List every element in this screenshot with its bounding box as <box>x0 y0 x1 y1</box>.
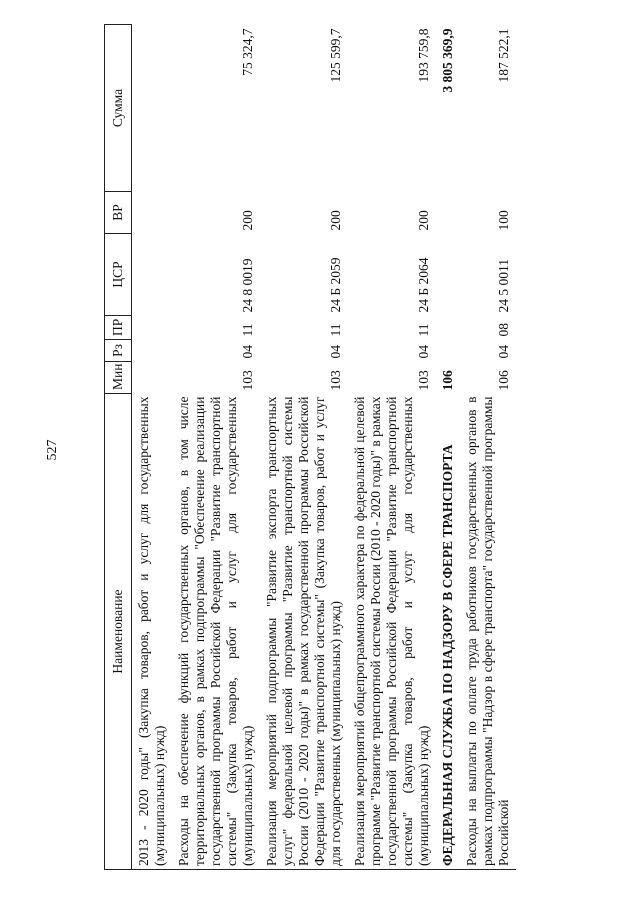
row-csr: 24 Б 2059 <box>328 257 343 313</box>
row-pr: 11 <box>240 323 255 337</box>
table-row <box>172 25 260 870</box>
row-pr: 08 <box>496 323 511 337</box>
row-csr <box>436 234 460 316</box>
row-sum: 187 522,1 <box>496 28 511 83</box>
row-rz: 04 <box>328 345 343 359</box>
row-min: 103 <box>240 370 255 391</box>
row-pr <box>132 316 173 340</box>
table-row-section <box>436 25 460 870</box>
table-row <box>460 25 516 870</box>
row-vr: 100 <box>496 210 511 231</box>
row-csr <box>132 234 173 316</box>
row-csr: 24 8 0019 <box>240 258 255 313</box>
table-row <box>132 25 173 870</box>
row-rz <box>436 340 460 362</box>
row-name: ФЕДЕРАЛЬНАЯ СЛУЖБА ПО НАДЗОРУ В СФЕРЕ ТРАНСПОРТА <box>436 394 460 870</box>
row-vr: 200 <box>240 210 255 231</box>
row-min <box>132 362 173 394</box>
header-csr: ЦСР <box>105 234 132 316</box>
row-vr: 200 <box>328 210 343 231</box>
row-sum <box>132 25 173 192</box>
page-number: 527 <box>45 439 60 461</box>
row-name: Реализация мероприятий общепрограммного характера по федеральной целевой программе "Развитие транспортной системы России (2010 - 2020 годы)" в рамках государственной программы Российской Федерации "Развитие транспортной системы" (Закупка товаров, работ и услуг для государственных (муниципальных) нужд) <box>348 394 436 870</box>
row-min: 103 <box>328 370 343 391</box>
table-header-row <box>105 25 132 870</box>
row-sum: 125 599,7 <box>328 28 343 83</box>
table-row <box>348 25 436 870</box>
header-min: Мин <box>105 362 132 394</box>
row-sum: 75 324,7 <box>240 28 255 76</box>
row-min: 106 <box>496 370 511 391</box>
row-name: Реализация мероприятий подпрограммы "Развитие экспорта транспортных услуг" федеральной целевой программы "Развитие транспортной системы России (2010 - 2020 годы)" в рамках государственной программы Российской Федерации "Развитие транспортной системы" (Закупка товаров, работ и услуг для государственных (муниципальных) нужд) <box>260 394 348 870</box>
row-pr: 11 <box>416 323 431 337</box>
header-rz: Рз <box>105 340 132 362</box>
row-name: Расходы на выплаты по оплате труда работников государственных органов в рамках подпрограммы "Надзор в сфере транспорта" государственной программы Российской <box>460 394 516 870</box>
row-sum: 193 759,8 <box>416 28 431 83</box>
table-row <box>260 25 348 870</box>
row-min: 103 <box>416 370 431 391</box>
row-vr <box>436 192 460 234</box>
header-vr: ВР <box>105 192 132 234</box>
row-csr: 24 5 0011 <box>496 259 511 313</box>
row-pr <box>436 316 460 340</box>
row-csr: 24 Б 2064 <box>416 257 431 313</box>
row-min: 106 <box>440 370 455 391</box>
row-name: Расходы на обеспечение функций государственных органов, в том числе территориальных органов, в рамках подпрограммы "Обеспечение реализации государственной программы Российской Федерации "Развитие транспортной системы" (Закупка товаров, работ и услуг для государственных (муниципальных) нужд) <box>172 394 260 870</box>
row-rz: 04 <box>416 345 431 359</box>
budget-table <box>104 24 516 870</box>
budget-table-rotated <box>104 25 624 870</box>
row-vr <box>132 192 173 234</box>
row-rz <box>132 340 173 362</box>
row-rz: 04 <box>496 345 511 359</box>
row-vr: 200 <box>416 210 431 231</box>
header-sum: Сумма <box>105 25 132 192</box>
row-pr: 11 <box>328 323 343 337</box>
header-pr: ПР <box>105 316 132 340</box>
row-sum: 3 805 369,9 <box>440 28 455 93</box>
row-rz: 04 <box>240 345 255 359</box>
row-name: 2013 - 2020 годы" (Закупка товаров, работ и услуг для государственных (муниципальных) нужд) <box>132 394 173 870</box>
header-name: Наименование <box>105 394 132 870</box>
